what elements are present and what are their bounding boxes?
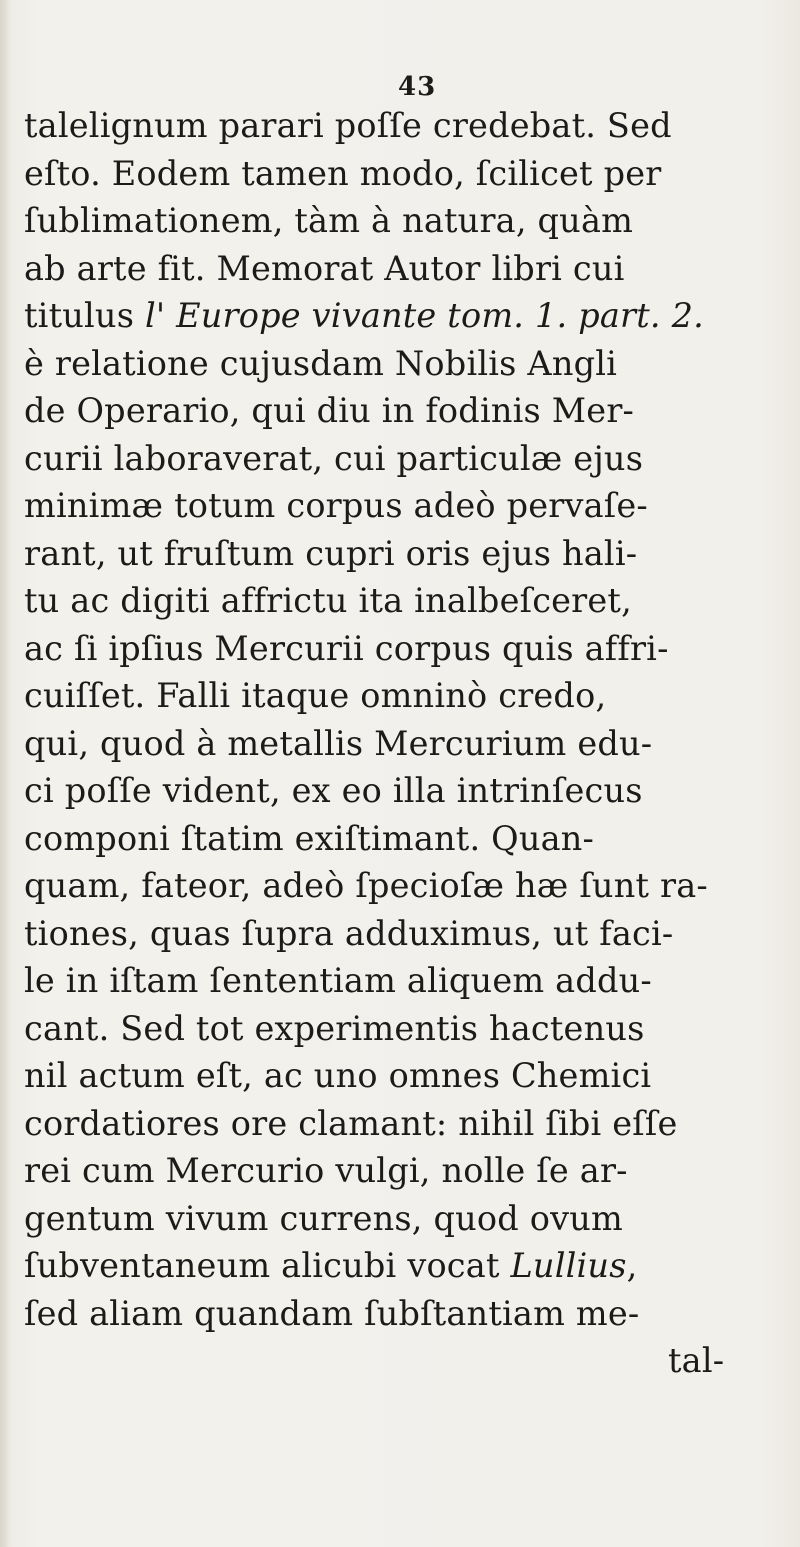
text-line: qui, quod à metallis Mercurium edu- xyxy=(24,724,653,763)
italic-name: Lullius xyxy=(510,1246,627,1285)
text-line: rant, ut fruſtum cupri oris ejus hali- xyxy=(24,534,638,573)
text-line: ab arte fit. Memorat Autor libri cui xyxy=(24,249,625,288)
text-line: cordatiores ore clamant: nihil ſibi eſſe xyxy=(24,1104,678,1143)
text-line: rei cum Mercurio vulgi, nolle ſe ar- xyxy=(24,1151,628,1190)
text-line: talelignum parari poſſe credebat. Sed xyxy=(24,106,672,145)
text-line: curii laboraverat, cui particulæ ejus xyxy=(24,439,644,478)
text-line: tiones, quas ſupra adduximus, ut faci- xyxy=(24,914,674,953)
text-line: componi ſtatim exiſtimant. Quan- xyxy=(24,819,595,858)
text-line: tu ac digiti affrictu ita inalbeſceret, xyxy=(24,581,632,620)
text-line: minimæ totum corpus adeò pervaſe- xyxy=(24,486,648,525)
catchword: tal- xyxy=(668,1341,725,1380)
text-line: cant. Sed tot experimentis hactenus xyxy=(24,1009,645,1048)
text-line: nil actum eſt, ac uno omnes Chemici xyxy=(24,1056,652,1095)
text-line: è relatione cujusdam Nobilis Angli xyxy=(24,344,618,383)
text-line: cuiſſet. Falli itaque omninò credo, xyxy=(24,676,607,715)
text-line: ac ſi ipſius Mercurii corpus quis affri- xyxy=(24,629,669,668)
page-number: 43 xyxy=(398,72,437,102)
text-line: le in iſtam ſententiam aliquem addu- xyxy=(24,961,652,1000)
text-line: ſed aliam quandam ſubſtantiam me- xyxy=(24,1294,640,1333)
text-line: gentum vivum currens, quod ovum xyxy=(24,1199,624,1238)
text-line: quam, fateor, adeò ſpecioſæ hæ ſunt ra- xyxy=(24,866,708,905)
text-line: ci poſſe vident, ex eo illa intrinſecus xyxy=(24,771,643,810)
text-line: ſubventaneum alicubi vocat Lullius, xyxy=(24,1246,638,1285)
italic-citation: l' Europe vivante tom. 1. part. 2. xyxy=(144,296,704,335)
text-line: ſublimationem, tàm à natura, quàm xyxy=(24,201,634,240)
text-line: eſto. Eodem tamen modo, ſcilicet per xyxy=(24,154,662,193)
text-line: de Operario, qui diu in fodinis Mer- xyxy=(24,391,635,430)
text-line: titulus l' Europe vivante tom. 1. part. 2. xyxy=(24,296,704,335)
